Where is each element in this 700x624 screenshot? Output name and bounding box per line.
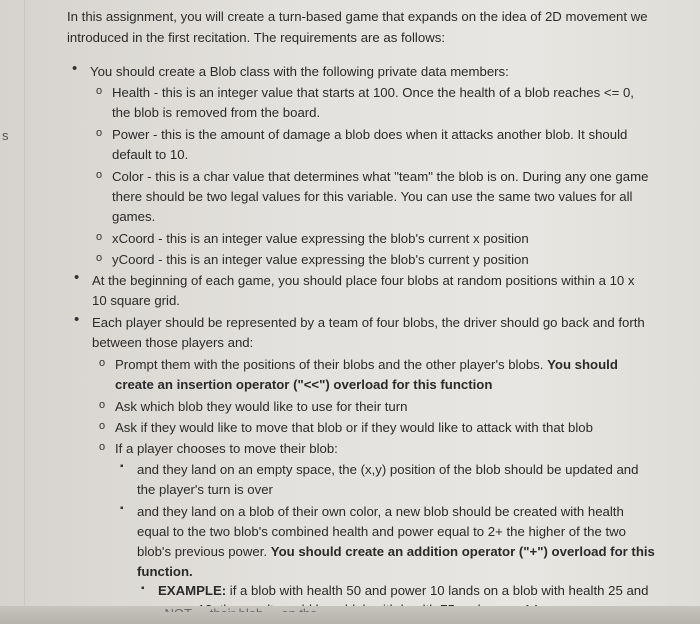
power-line-2: default to 10. bbox=[112, 147, 189, 162]
bullet-dot: • bbox=[74, 269, 80, 286]
bullet-dot: • bbox=[74, 311, 80, 328]
bullet-circle: o bbox=[96, 85, 103, 97]
bullet-square: ▪ bbox=[120, 503, 124, 514]
own-color-line-1: and they land on a blob of their own color, a new blob should be created with health bbox=[137, 504, 624, 519]
players-line-1: Each player should be represented by a team of four blobs, the driver should go back and forth bbox=[92, 315, 645, 330]
bullet-circle: o bbox=[96, 169, 103, 181]
bullet-circle: o bbox=[96, 252, 103, 264]
example-line-1 bbox=[158, 581, 648, 600]
own-color-line-2: equal to the two blob's combined health and power equal to 2+ the higher of the two bbox=[137, 524, 626, 539]
blob-intro: You should create a Blob class with the following private data members: bbox=[90, 64, 509, 79]
players-line-2: between those players and: bbox=[92, 335, 254, 350]
placement-line-2: 10 square grid. bbox=[92, 293, 180, 308]
bullet-circle: o bbox=[96, 127, 103, 139]
own-color-line-3 bbox=[137, 542, 655, 561]
health-line-1: Health - this is an integer value that starts at 100. Once the health of a blob reaches <= 0, bbox=[112, 85, 634, 100]
empty-space-line-1: and they land on an empty space, the (x,y) position of the blob should be updated and bbox=[137, 462, 639, 477]
ycoord-line: yCoord - this is an integer value expressing the blob's current y position bbox=[112, 252, 529, 267]
prompt-bold-text: You should bbox=[547, 357, 618, 372]
bullet-dot: • bbox=[72, 60, 78, 77]
bullet-circle: o bbox=[99, 420, 106, 432]
health-line-2: the blob is removed from the board. bbox=[112, 105, 321, 120]
prompt-text: Prompt them with the positions of their blobs and the other player's blobs. bbox=[115, 357, 548, 372]
ask-which-line: Ask which blob they would like to use for their turn bbox=[115, 399, 408, 414]
intro-line-1: In this assignment, you will create a turn-based game that expands on the idea of 2D movement we bbox=[67, 9, 648, 24]
color-line-3: games. bbox=[112, 209, 156, 224]
addition-operator-note: You should create an addition operator ("+") overload for this bbox=[270, 544, 655, 559]
color-line-1: Color - this is a char value that determines what "team" the blob is on. During any one game bbox=[112, 169, 649, 184]
empty-space-line-2: the player's turn is over bbox=[137, 482, 273, 497]
example-text: if a blob with health 50 and power 10 lands on a blob with health 25 and bbox=[226, 583, 649, 598]
example-label: EXAMPLE: bbox=[158, 583, 227, 598]
intro-line-2: introduced in the first recitation. The requirements are as follows: bbox=[67, 30, 445, 45]
addition-operator-note-end: function. bbox=[137, 564, 193, 579]
bullet-circle: o bbox=[99, 399, 106, 411]
bullet-square: ▪ bbox=[120, 461, 124, 472]
bullet-square: ▪ bbox=[141, 583, 145, 594]
margin-fragment: s bbox=[2, 128, 9, 143]
prompt-line-1 bbox=[115, 355, 618, 374]
own-color-text: blob's previous power. bbox=[137, 544, 271, 559]
insertion-operator-note: create an insertion operator ("<<") overload for this function bbox=[115, 377, 493, 392]
if-move-line: If a player chooses to move their blob: bbox=[115, 441, 338, 456]
placement-line-1: At the beginning of each game, you should place four blobs at random positions within a 10 x bbox=[92, 273, 635, 288]
color-line-2: there should be two legal values for this variable. You can use the same two values for all bbox=[112, 189, 633, 204]
bullet-circle: o bbox=[96, 231, 103, 243]
page-bottom-edge bbox=[0, 606, 700, 624]
power-line-1: Power - this is the amount of damage a blob does when it attacks another blob. It should bbox=[112, 127, 628, 142]
bullet-circle: o bbox=[99, 441, 106, 453]
prompt-line-2 bbox=[115, 375, 492, 394]
own-color-line-4 bbox=[137, 562, 193, 581]
xcoord-line: xCoord - this is an integer value expressing the blob's current x position bbox=[112, 231, 529, 246]
bullet-circle: o bbox=[99, 357, 106, 369]
ask-move-line: Ask if they would like to move that blob or if they would like to attack with that blob bbox=[115, 420, 593, 435]
